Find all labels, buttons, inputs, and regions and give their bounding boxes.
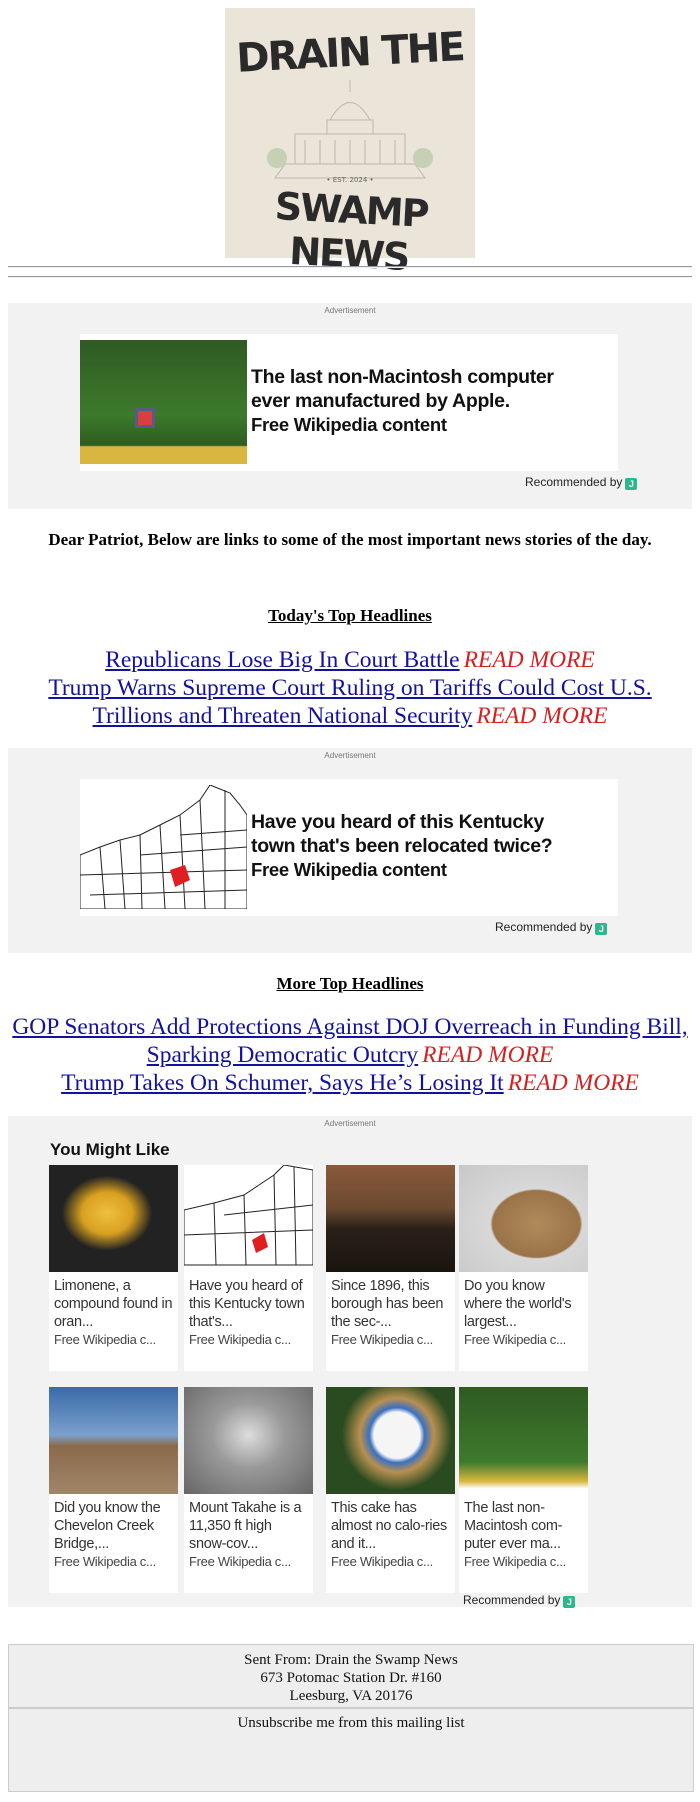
recommendation-card[interactable] — [326, 1387, 455, 1593]
recommended-by[interactable] — [463, 1593, 575, 1608]
footer-sender: Sent From: Drain the Swamp News — [244, 1652, 458, 1668]
card-source: Free Wikipedia c... — [54, 1554, 156, 1569]
card-title: The last non-Macintosh com-puter ever ma... — [464, 1500, 563, 1552]
today-headlines — [10, 646, 690, 730]
logo-line1: DRAIN THE — [235, 24, 465, 82]
recommendation-card[interactable] — [459, 1387, 588, 1593]
ad-title-line: The last non-Macintosh computer — [251, 366, 554, 388]
newsletter-logo — [225, 8, 475, 280]
headline-item — [10, 646, 690, 674]
ad-source: Free Wikipedia content — [251, 414, 447, 435]
twine-ball-photo-image — [459, 1165, 588, 1272]
intro-text: Dear Patriot, Below are links to some of the most important news stories of the day. — [48, 530, 652, 549]
headline-link[interactable]: GOP Senators Add Protections Against DOJ Overreach in Funding Bill, Sparking Democratic Outcry — [12, 1014, 688, 1068]
logo-established: • EST. 2024 • — [326, 176, 374, 184]
recommended-label: Recommended by — [463, 1593, 561, 1607]
recommended-by[interactable] — [525, 475, 637, 490]
recommended-label: Recommended by — [525, 475, 623, 489]
kentucky-map-image — [80, 785, 247, 909]
cake-photo-image — [326, 1387, 455, 1494]
card-source: Free Wikipedia c... — [54, 1332, 156, 1347]
footer — [8, 1644, 694, 1792]
card-title: Do you know where the world's largest... — [464, 1278, 572, 1330]
bridge-photo-image — [49, 1387, 178, 1494]
read-more-link[interactable]: READ MORE — [476, 703, 608, 729]
card-title: This cake has almost no calo-ries and it... — [331, 1500, 447, 1552]
advertisement-label: Advertisement — [324, 751, 376, 760]
ad-title-line: town that's been relocated twice? — [251, 835, 553, 857]
ad-title-line: Have you heard of this Kentucky — [251, 811, 545, 833]
ad-card[interactable] — [80, 334, 618, 471]
ad-card[interactable] — [80, 779, 618, 916]
logo-line2: SWAMP NEWS — [273, 184, 429, 280]
section-heading-today: Today's Top Headlines — [268, 606, 432, 625]
circuit-board-image — [80, 340, 247, 464]
recommendation-card[interactable] — [49, 1387, 178, 1593]
headline-link[interactable]: Trump Takes On Schumer, Says He’s Losing It — [61, 1070, 504, 1096]
divider — [8, 276, 692, 278]
card-title: Have you heard of this Kentucky town that's... — [189, 1278, 305, 1330]
card-title: Mount Takahe is a 11,350 ft high snow-cov... — [189, 1500, 302, 1552]
mountain-photo-image — [184, 1387, 313, 1494]
recommendation-card[interactable] — [459, 1165, 588, 1371]
kentucky-map-image — [184, 1165, 313, 1272]
advertisement-2 — [8, 748, 692, 953]
headline-item — [10, 1013, 690, 1069]
widget-title: You Might Like — [50, 1140, 170, 1159]
card-source: Free Wikipedia c... — [464, 1332, 566, 1347]
card-source: Free Wikipedia c... — [189, 1554, 291, 1569]
card-source: Free Wikipedia c... — [331, 1332, 433, 1347]
read-more-link[interactable]: READ MORE — [507, 1070, 639, 1096]
unsubscribe-link[interactable]: Unsubscribe me from this mailing list — [237, 1715, 465, 1731]
card-title: Did you know the Chevelon Creek Bridge,... — [54, 1500, 161, 1552]
recommended-label: Recommended by — [495, 920, 593, 934]
recommendation-card[interactable] — [326, 1165, 455, 1371]
card-source: Free Wikipedia c... — [189, 1332, 291, 1347]
recommender-logo-icon: J — [625, 478, 637, 490]
headline-link[interactable]: Trump Warns Supreme Court Ruling on Tariffs Could Cost U.S. Trillions and Threaten National Security — [48, 675, 652, 729]
headline-link[interactable]: Republicans Lose Big In Court Battle — [105, 647, 460, 673]
ad-title-line: ever manufactured by Apple. — [251, 390, 510, 412]
card-title: Since 1896, this borough has been the sec-... — [331, 1278, 444, 1330]
read-more-link[interactable]: READ MORE — [422, 1042, 554, 1068]
circuit-board-photo-image — [459, 1387, 588, 1494]
recommendation-card[interactable] — [184, 1387, 313, 1593]
recommendation-card[interactable] — [184, 1165, 313, 1371]
footer-unsubscribe-cell — [9, 1709, 693, 1791]
headline-item — [10, 674, 690, 730]
recommendation-card[interactable] — [49, 1165, 178, 1371]
card-source: Free Wikipedia c... — [331, 1554, 433, 1569]
section-heading-more: More Top Headlines — [276, 974, 424, 993]
recommended-by[interactable] — [495, 920, 607, 935]
card-title: Limonene, a compound found in oran... — [54, 1278, 173, 1330]
street-photo-image — [326, 1165, 455, 1272]
lemon-photo-image — [49, 1165, 178, 1272]
advertisement-label: Advertisement — [324, 306, 376, 315]
advertisement-label: Advertisement — [324, 1119, 376, 1128]
footer-street: 673 Potomac Station Dr. #160 — [260, 1670, 442, 1686]
more-headlines — [10, 1013, 690, 1097]
ad-title[interactable] — [251, 810, 552, 882]
recommender-logo-icon: J — [595, 923, 607, 935]
card-source: Free Wikipedia c... — [464, 1554, 566, 1569]
capitol-icon — [265, 80, 435, 180]
footer-address — [9, 1645, 693, 1709]
ad-source: Free Wikipedia content — [251, 859, 447, 880]
footer-city: Leesburg, VA 20176 — [289, 1688, 413, 1704]
headline-item — [10, 1069, 690, 1097]
divider — [8, 266, 692, 268]
read-more-link[interactable]: READ MORE — [463, 647, 595, 673]
advertisement-1 — [8, 303, 692, 509]
recommender-logo-icon: J — [563, 1596, 575, 1608]
you-might-like-widget — [8, 1116, 692, 1607]
ad-title[interactable] — [251, 365, 554, 437]
